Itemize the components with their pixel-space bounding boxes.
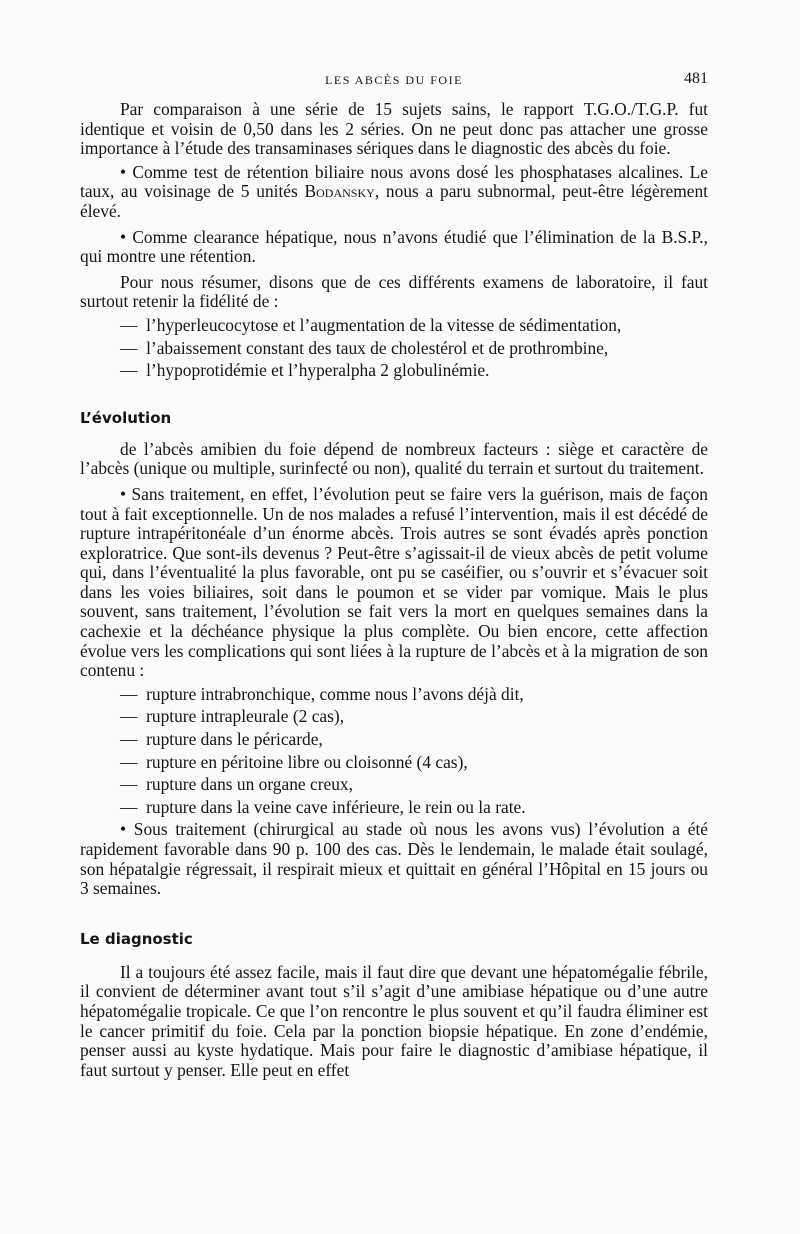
paragraph-transaminases: Par comparaison à une série de 15 sujets sains, le rapport T.G.O./T.G.P. fut identique et voisin de 0,50 dans les 2 séries. On ne peut donc pas attacher une grosse importance à l’étude des transaminases sériques dans le diagnostic des abcès du foie. (80, 99, 708, 159)
page-body (80, 100, 708, 1080)
list-item: — rupture dans un organe creux, (80, 775, 708, 795)
section-heading-evolution: L’évolution (80, 408, 172, 427)
paragraph-phosphatases-start: • Comme test de rétention biliaire nous avons dosé les phosphatases alcalines. Le taux, au voisinage de 5 unités (80, 161, 708, 202)
paragraph-evolution-intro: de l’abcès amibien du foie dépend de nombreux facteurs : siège et caractère de l’abcès (unique ou multiple, surinfecté ou non), qualité du terrain et surtout du traitement. (80, 438, 708, 479)
paragraph-diagnostic: Il a toujours été assez facile, mais il faut dire que devant une hépatomégalie fébrile, il convient de déterminer avant tout s’il s’agit d’une amibiase hépatique ou d’une autre hépatomégalie tropicale. Ce que l’on rencontre le plus souvent et qu’il faudra éliminer est le cancer primitif du foie. Cela par la ponction biopsie hépatique. En zone d’endémie, penser aussi au kyste hydatique. Mais pour faire le diagnostic d’amibiase hépatique, il faut surtout y penser. Elle peut en effet (80, 961, 708, 1080)
list-item: — l’hypoprotidémie et l’hyperalpha 2 globulinémie. (80, 361, 708, 381)
paragraph-summary: Pour nous résumer, disons que de ces différents examens de laboratoire, il faut surtout retenir la fidélité de : (80, 271, 708, 312)
list-item: — rupture intrabronchique, comme nous l’avons déjà dit, (80, 685, 708, 705)
list-item: — rupture dans la veine cave inférieure, le rein ou la rate. (80, 798, 708, 818)
list-item: — l’hyperleucocytose et l’augmentation de la vitesse de sédimentation, (80, 316, 708, 336)
lab-findings-list (80, 316, 708, 381)
list-item: — rupture dans le péricarde, (80, 730, 708, 750)
complications-list (80, 685, 708, 818)
section-heading-diagnostic: Le diagnostic (80, 929, 193, 948)
paragraph-clearance: • Comme clearance hépatique, nous n’avons étudié que l’élimination de la B.S.P., qui montre une rétention. (80, 226, 708, 267)
paragraph-sans-traitement: • Sans traitement, en effet, l’évolution peut se faire vers la guérison, mais de façon tout à fait exceptionnelle. Un de nos malades a refusé l’intervention, mais il est décédé de rupture intrapéritonéale d’un énorme abcès. Trois autres se sont évadés après ponction exploratrice. Que sont-ils devenus ? Peut-être s’agissait-il de vieux abcès de petit volume qui, dans l’éventualité la plus favorable, ont pu se caséifier, ou s’ouvrir et s’évacuer soit dans les voies biliaires, soit dans le poumon et se vider par vomique. Mais le plus souvent, sans traitement, l’évolution se fait vers la mort en quelques semaines dans la cachexie et la déchéance physique la plus complète. Ou bien encore, cette affection évolue vers les complications qui sont liées à la rupture de l’abcès et à la migration de son contenu : (80, 483, 708, 681)
page-number: 481 (684, 70, 708, 87)
list-item: — rupture intrapleurale (2 cas), (80, 707, 708, 727)
running-header (80, 70, 708, 92)
list-item: — rupture en péritoine libre ou cloisonné (4 cas), (80, 753, 708, 773)
paragraph-phosphatases (80, 163, 708, 222)
paragraph-sous-traitement: • Sous traitement (chirurgical au stade où nous les avons vus) l’évolution a été rapidement favorable dans 90 p. 100 des cas. Dès le lendemain, le malade était soulagé, son hépatalgie régressait, il respirait mieux et quittait en général l’Hôpital en 15 jours ou 3 semaines. (80, 819, 708, 899)
bodansky-name: Bodansky (304, 181, 375, 202)
paragraph-phosphatases-end: , nous a paru subnormal, peut-être légèrement élevé. (80, 181, 708, 221)
list-item: — l’abaissement constant des taux de cholestérol et de prothrombine, (80, 339, 708, 359)
running-title: LES ABCÈS DU FOIE (325, 73, 463, 87)
